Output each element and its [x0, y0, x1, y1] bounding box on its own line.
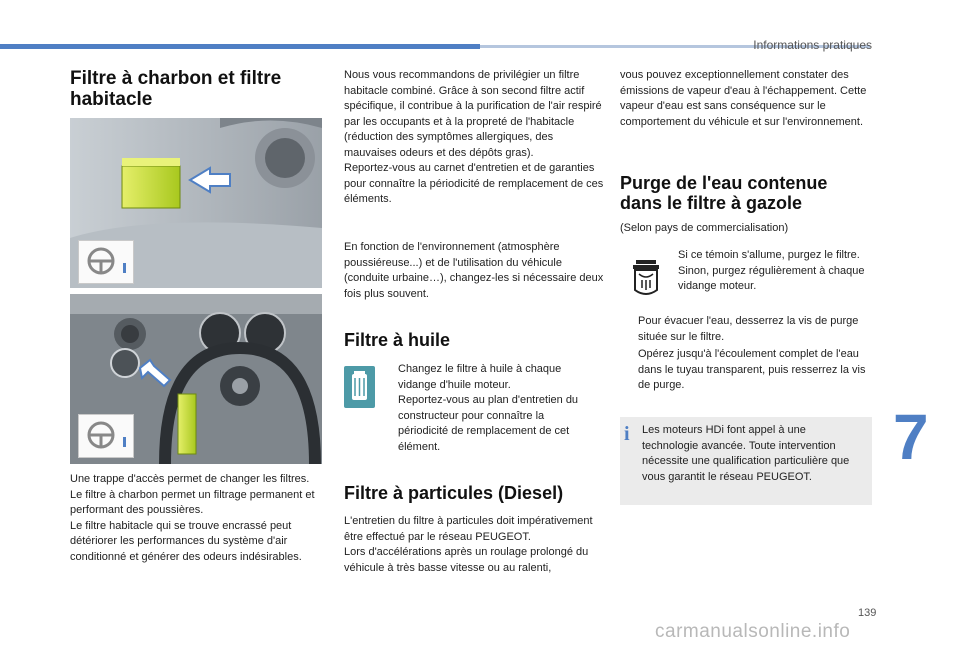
environment-paragraph: En fonction de l'environnement (atmosphère poussiéreuse...) et de l'utilisation du véhicule (conduite urbaine…), changez-les si nécessaire deux fois plus souvent. — [344, 241, 604, 300]
purge-icon-text: Si ce témoin s'allume, purgez le filtre. Sinon, purgez régulièrement à chaque vidange moteur. — [678, 249, 865, 292]
fuel-filter-warning-icon — [628, 256, 664, 300]
page-number: 139 — [858, 607, 877, 619]
purge-steps — [620, 314, 872, 394]
section-title: Informations pratiques — [753, 38, 872, 52]
header-rule — [0, 44, 480, 49]
purge-step: Opérez jusqu'à l'écoulement complet de l'eau dans le tuyau transparent, puis resserrez la vis de purge. — [638, 348, 866, 391]
cabin-filter — [178, 394, 196, 454]
charcoal-filter — [122, 158, 180, 208]
chapter-number: 7 — [893, 401, 929, 473]
oil-filter-icon — [344, 366, 375, 408]
hdi-note-text: Les moteurs HDi font appel à une technologie avancée. Toute intervention nécessite une qualification particulière que vous garantit le réseau PEUGEOT. — [642, 424, 850, 483]
steering-wheel-thumbnail — [78, 414, 134, 458]
steering-wheel-thumbnail — [78, 240, 134, 284]
filtre-habitacle-paragraph: Une trappe d'accès permet de changer les filtres. Le filtre à charbon permet un filtrage permanent et performant des poussières. Le filtre habitacle qui se trouve encrassé peut détériorer les performances du système d'air conditionné et générer des odeurs indésirables. — [70, 473, 315, 563]
info-icon: i — [624, 423, 630, 445]
purge-step: Pour évacuer l'eau, desserrez la vis de purge située sur le filtre. — [638, 315, 859, 343]
vapeur-paragraph: vous pouvez exceptionnellement constater des émissions de vapeur d'eau à l'échappement. Cette vapeur d'eau est sans conséquence sur le comportement du véhicule et sur l'environnement. — [620, 69, 867, 128]
recommendation-paragraph: Nous vous recommandons de privilégier un filtre habitacle combiné. Grâce à son second filtre actif spécifique, il contribue à la purification de l'air respiré par les occupants et à la propreté de l'habitacle (réduction des symptômes allergiques, des mauvaises odeurs et des dépôts gras). Reportez-vous au carnet d'entretien et de garanties pour connaître la périodicité de remplacement de ces éléments. — [344, 69, 604, 205]
heading-filtre-charbon: Filtre à charbon et filtre habitacle — [70, 68, 282, 110]
hdi-note-box — [620, 417, 872, 505]
heading-purge: Purge de l'eau contenue dans le filtre à gazole — [620, 173, 828, 213]
watermark: carmanualsonline.info — [655, 621, 851, 642]
dashboard-illustration — [70, 118, 322, 464]
heading-filtre-huile: Filtre à huile — [344, 330, 451, 350]
purge-subtitle: (Selon pays de commercialisation) — [620, 222, 789, 234]
particules-text: L'entretien du filtre à particules doit impérativement être effectué par le réseau PEUGEOT. Lors d'accélérations après un roulage prolongé du véhicule à très basse vitesse ou au ralenti, — [344, 515, 593, 574]
huile-text: Changez le filtre à huile à chaque vidange d'huile moteur. Reportez-vous au plan d'entretien du constructeur pour connaître la périodicité de remplacement de cet élément. — [398, 363, 579, 453]
heading-filtre-particules: Filtre à particules (Diesel) — [344, 483, 564, 503]
